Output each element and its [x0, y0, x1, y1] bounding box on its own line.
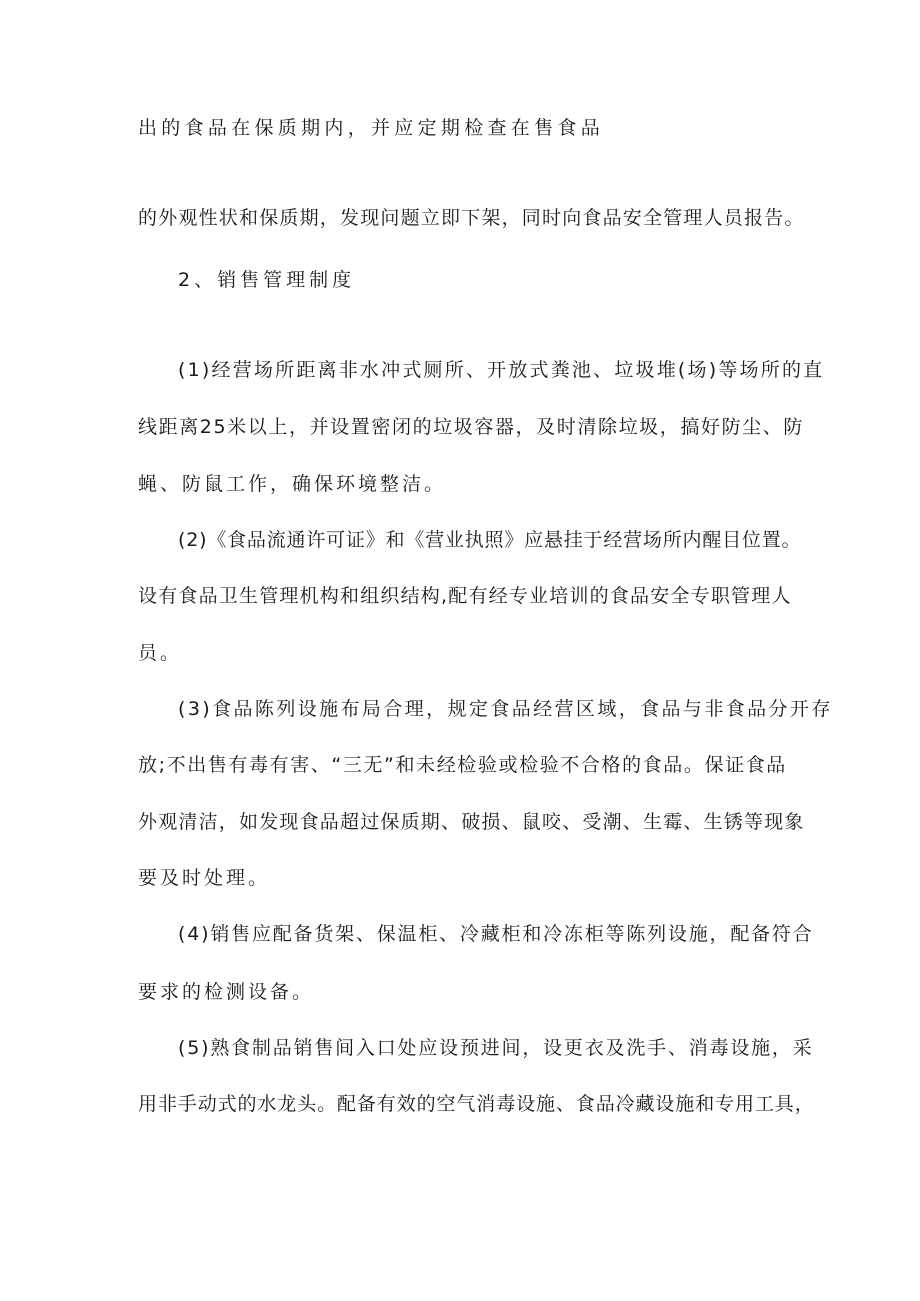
text-line-14: (4)销售应配备货架、保温柜、冷藏柜和冷冻柜等陈列设施，配备符合	[178, 923, 814, 945]
text-line-2: 的外观性状和保质期，发现问题立即下架，同时向食品安全管理人员报告。	[138, 207, 805, 229]
section-heading: 2、销售管理制度	[178, 269, 356, 291]
text-line-15: 要求的检测设备。	[138, 981, 315, 1003]
text-line-11: 放;不出售有毒有害、“三无”和未经检验或检验不合格的食品。保证食品	[138, 754, 787, 776]
text-line-1: 出的食品在保质期内，并应定期检查在售食品	[138, 117, 605, 139]
text-line-17: 用非手动式的水龙头。配备有效的空气消毒设施、食品冷藏设施和专用工具，	[138, 1093, 815, 1115]
text-line-6: 蝇、防鼠工作，确保环境整洁。	[138, 473, 447, 495]
text-line-16: (5)熟食制品销售间入口处应设预进间，设更衣及洗手、消毒设施，采	[178, 1037, 814, 1059]
text-line-7: (2)《食品流通许可证》和《营业执照》应悬挂于经营场所内醒目位置。	[178, 529, 802, 551]
text-line-5: 线距离25米以上，并设置密闭的垃圾容器，及时清除垃圾，搞好防尘、防	[138, 416, 804, 438]
text-line-4: (1)经营场所距离非水冲式厕所、开放式粪池、垃圾堆(场)等场所的直	[178, 359, 825, 381]
text-line-10: (3)食品陈列设施布局合理，规定食品经营区域，食品与非食品分开存	[178, 698, 833, 720]
text-line-12: 外观清洁，如发现食品超过保质期、破损、鼠咬、受潮、生霉、生锈等现象	[138, 811, 805, 833]
text-line-9: 员。	[138, 642, 183, 664]
text-line-13: 要及时处理。	[138, 867, 271, 889]
text-line-8: 设有食品卫生管理机构和组织结构,配有经专业培训的食品安全专职管理人	[138, 585, 792, 607]
